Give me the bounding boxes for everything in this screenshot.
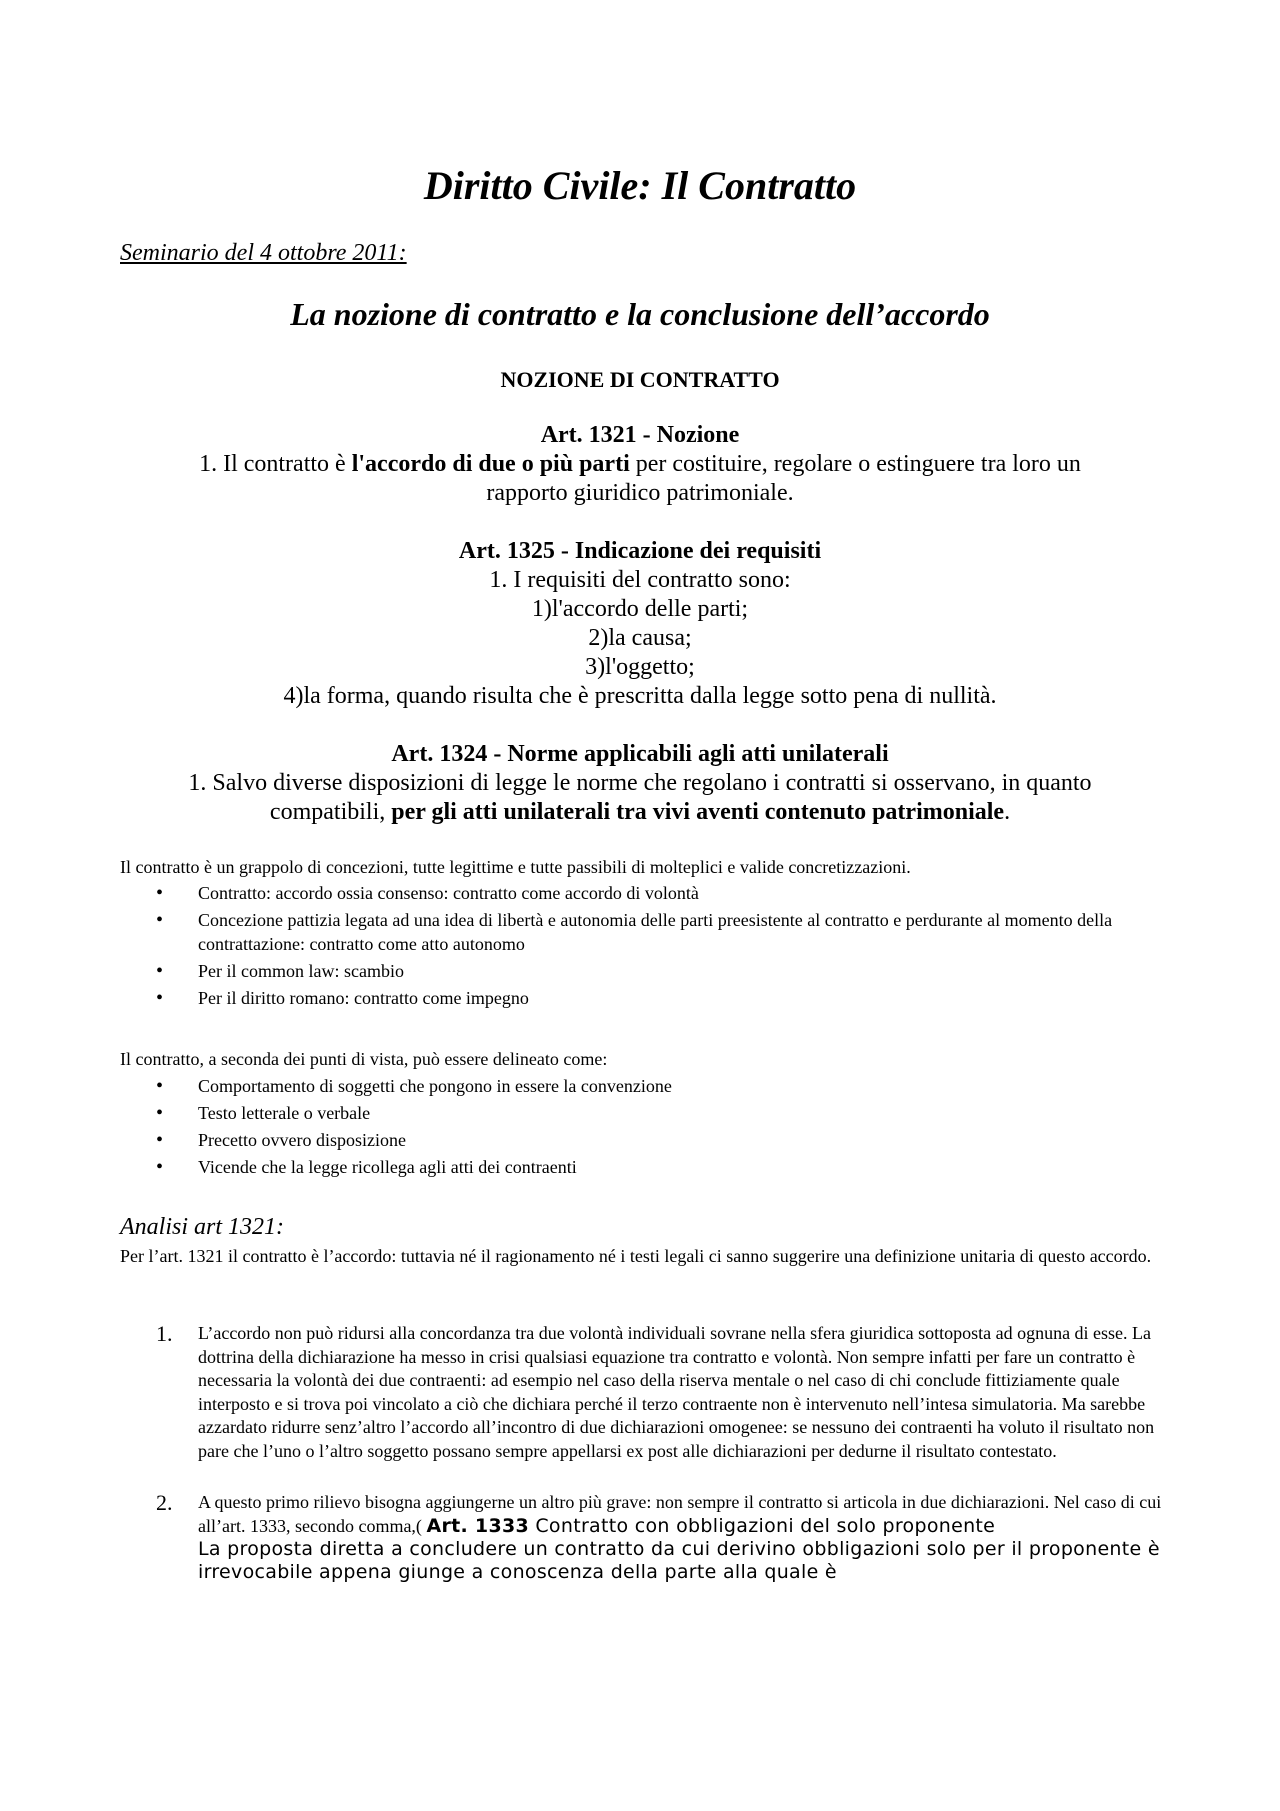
article-1324-text: 1. Salvo diverse disposizioni di legge le norme che regolano i contratti si osservano, in quanto compatibili, per gli atti unilaterali tra vivi aventi contenuto patrimoniale. bbox=[188, 770, 1092, 825]
article-1325-line: 3)l'oggetto; bbox=[585, 654, 695, 680]
article-1324-bold: per gli atti unilaterali tra vivi aventi contenuto patrimoniale bbox=[391, 799, 1005, 825]
paragraph-concezioni: Il contratto è un grappolo di concezioni, tutte legittime e tutte passibili di molteplici e valide concretizzazioni. bbox=[120, 857, 911, 877]
numbered-item bbox=[120, 1491, 1170, 1584]
bullet-list-concezioni bbox=[120, 881, 1170, 1013]
numbered-list bbox=[120, 1322, 1170, 1584]
article-1333-quote: La proposta diretta a concludere un contratto da cui derivino obbligazioni solo per il proponente è irrevocabile appena giunge a conoscenza della parte alla quale è bbox=[198, 1538, 1160, 1583]
list-item: • Precetto ovvero disposizione bbox=[120, 1128, 1170, 1152]
article-1325-line: 4)la forma, quando risulta che è prescritta dalla legge sotto pena di nullità. bbox=[283, 683, 997, 709]
item-text: A questo primo rilievo bisogna aggiungerne un altro più grave: non sempre il contratto si articola in due dichiarazioni. Nel caso di cui all’art. 1333, secondo comma,( bbox=[198, 1492, 1162, 1536]
list-item: • Comportamento di soggetti che pongono in essere la convenzione bbox=[120, 1074, 1170, 1098]
article-1325-heading: Art. 1325 - Indicazione dei requisiti bbox=[458, 538, 822, 564]
list-item: • Testo letterale o verbale bbox=[120, 1101, 1170, 1125]
paragraph-punti-di-vista: Il contratto, a seconda dei punti di vista, può essere delineato come: bbox=[120, 1049, 608, 1069]
article-1325-line: 1. I requisiti del contratto sono: bbox=[489, 567, 791, 593]
list-item: • Per il diritto romano: contratto come impegno bbox=[120, 986, 1170, 1010]
item-number: 1. bbox=[156, 1321, 173, 1346]
list-item: • Contratto: accordo ossia consenso: contratto come accordo di volontà bbox=[120, 881, 1170, 905]
list-item: • Vicende che la legge ricollega agli atti dei contraenti bbox=[120, 1155, 1170, 1179]
article-1333-ref: Art. 1333 Contratto con obbligazioni del solo proponente bbox=[426, 1514, 996, 1537]
item-number: 2. bbox=[156, 1490, 173, 1515]
article-1325-line: 1)l'accordo delle parti; bbox=[531, 596, 749, 622]
section-heading: NOZIONE DI CONTRATTO bbox=[500, 367, 780, 392]
item-text: L’accordo non può ridursi alla concordanza tra due volontà individuali sovrane nella sfera giuridica sottoposta ad ognuna di esse. La dottrina della dichiarazione ha messo in crisi qualsiasi equazione tra contratto e volontà. Non sempre infatti per fare un contratto è necessaria la volontà dei due contraenti: ad esempio nel caso della riserva mentale o nel caso di chi conclude fittiziamente quale interposto e si trova poi vincolato a ciò che dichiara perché il terzo contraente non è intervenuto nell’intesa simulatoria. Ma sarebbe azzardato ridurre senz’altro l’accordo all’incontro di due dichiarazioni omogenee: se nessuno dei contraenti ha voluto il risultato non pare che l’uno o l’altro soggetto possano sempre appellarsi ex post alle dichiarazioni per dedurne il risultato contestato. bbox=[198, 1323, 1155, 1461]
article-1321-bold: l'accordo di due o più parti bbox=[351, 451, 630, 477]
lecture-subtitle: La nozione di contratto e la conclusione dell’accordo bbox=[290, 296, 990, 332]
seminar-date: Seminario del 4 ottobre 2011: bbox=[120, 240, 407, 266]
article-1324-heading: Art. 1324 - Norme applicabili agli atti unilaterali bbox=[391, 741, 889, 767]
article-1324 bbox=[160, 740, 1120, 827]
paragraph-analisi: Per l’art. 1321 il contratto è l’accordo: tuttavia né il ragionamento né i testi legali ci sanno suggerire una definizione unitaria di questo accordo. bbox=[120, 1246, 1152, 1266]
article-1321-text: 1. Il contratto è l'accordo di due o più parti per costituire, regolare o estinguere tra loro un rapporto giuridico patrimoniale. bbox=[199, 451, 1081, 506]
analysis-heading: Analisi art 1321: bbox=[120, 1214, 285, 1240]
document-title: Diritto Civile: Il Contratto bbox=[423, 163, 857, 208]
list-item: • Per il common law: scambio bbox=[120, 959, 1170, 983]
article-1321 bbox=[160, 421, 1120, 508]
numbered-item bbox=[120, 1322, 1170, 1463]
article-1321-heading: Art. 1321 - Nozione bbox=[540, 422, 740, 448]
article-1325 bbox=[160, 537, 1120, 711]
list-item: • Concezione pattizia legata ad una idea di libertà e autonomia delle parti preesistente al contratto e perdurante al momento della contrattazione: contratto come atto autonomo bbox=[120, 908, 1170, 956]
bullet-list-punti-di-vista bbox=[120, 1074, 1170, 1182]
article-1325-line: 2)la causa; bbox=[588, 625, 692, 651]
